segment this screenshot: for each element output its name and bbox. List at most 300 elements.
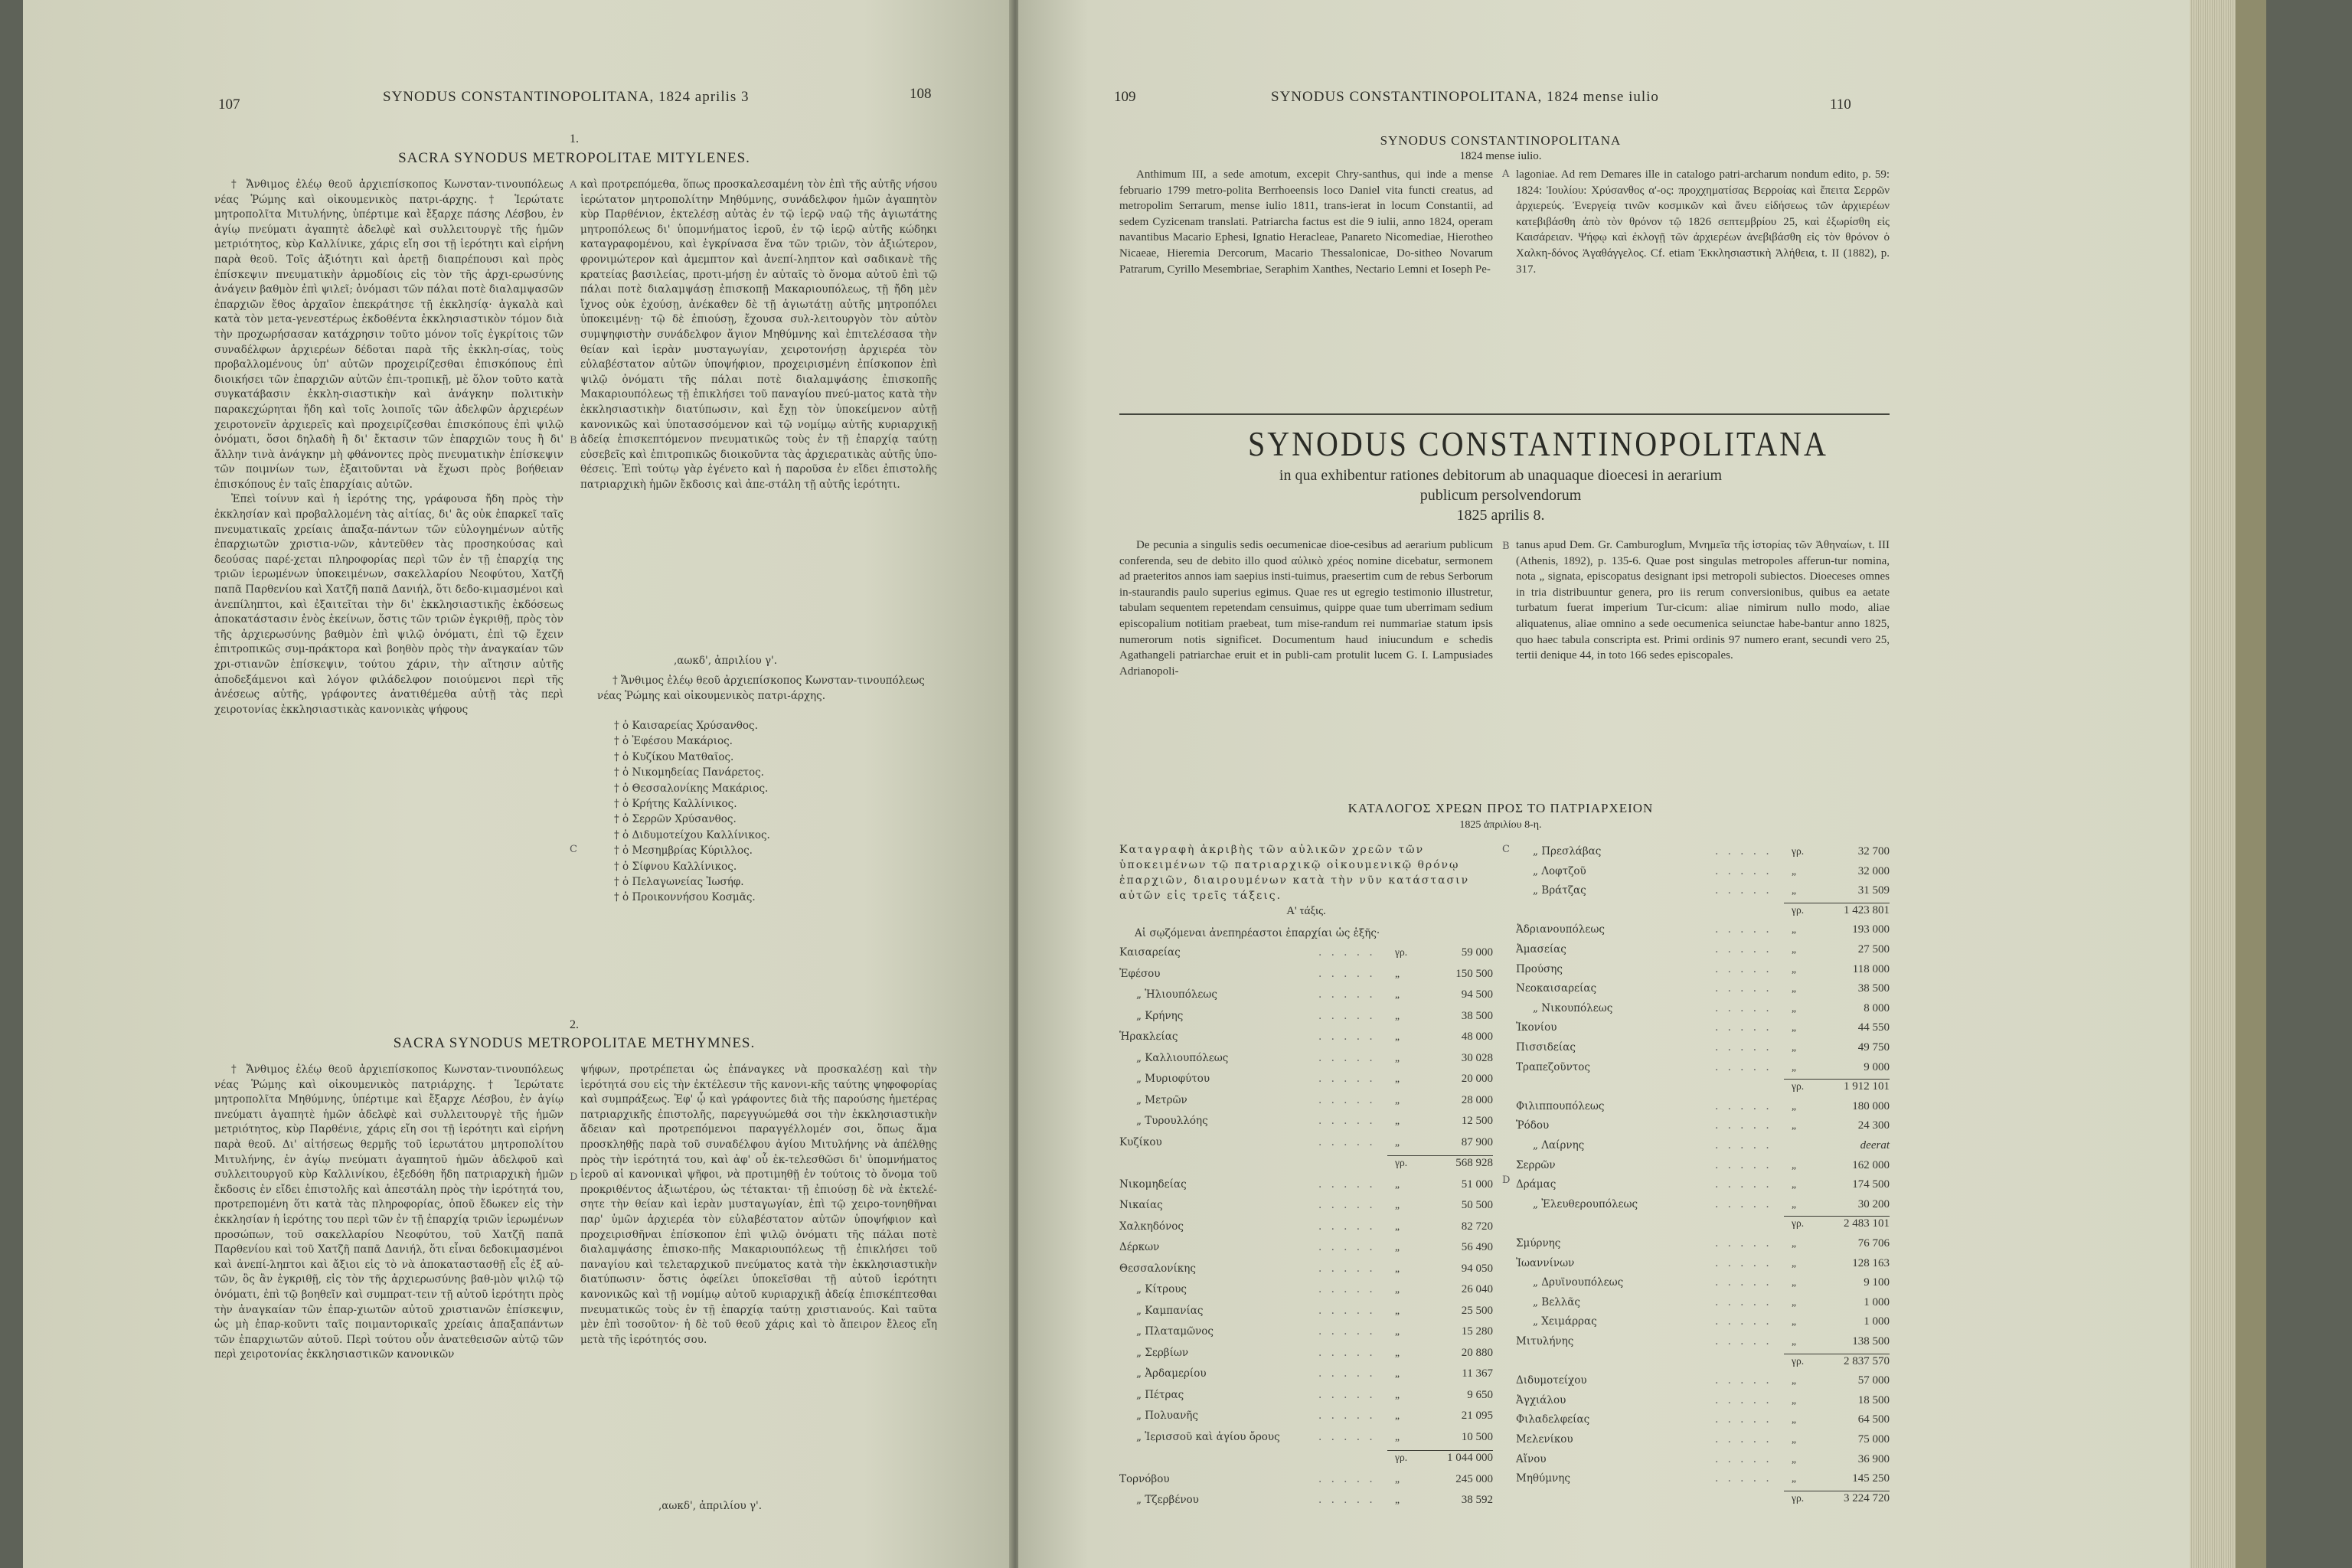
currency-unit: „ <box>1395 967 1400 979</box>
class-a-heading: Α' τάξις. <box>1286 905 1326 917</box>
diocese-name: „ Ἀρδαμερίου <box>1136 1367 1207 1380</box>
leader-dots: . . . . . <box>1715 1237 1772 1250</box>
currency-unit: „ <box>1395 1135 1400 1148</box>
diocese-name: Μιτυλήνης <box>1516 1335 1574 1348</box>
subtotal-rule <box>1784 1079 1890 1080</box>
currency-unit: „ <box>1792 1197 1796 1210</box>
debt-amount: 11 367 <box>1462 1367 1493 1380</box>
intro-col-b-text: lagoniae. Ad rem Demares ille in catalogo patri-archarum nondum edito, p. 59: 1824: Ἰουλίου: Χρύσανθος α'-ος: προχχηματίσας Βερροίας καὶ ἔπειτα Σερρῶν ἀρχιερεύς. Ἐνεργείᾳ τινῶν κοσμικῶν καὶ ἄνευ εἰδήσεως τῶν ἀρχιερέων κατεβιβάσθη ἀπὸ τὸν θρόνον τῷ 1826 σεπτεμβρίου 25, καὶ ἐξωρίσθη εἰς Καισάρειαν. Ψήφῳ καὶ ἐκλογῇ τῶν ἀρχιερέων ἀνεβιβάσθη εἰς τὸν θρόνον ὁ Χαλκη-δόνος Ἀγαθάγγελος. Cf. etiam Ἐκκλησιαστικὴ Ἀλήθεια, t. II (1882), p. 317. <box>1516 168 1890 276</box>
leader-dots: . . . . . <box>1715 1041 1772 1054</box>
debt-amount: 1 000 <box>1864 1315 1890 1328</box>
main-date: 1825 aprilis 8. <box>1456 507 1545 524</box>
signer: † ὁ Διδυμοτείχου Καλλίνικος. <box>614 828 770 841</box>
currency-unit: „ <box>1395 1199 1400 1210</box>
leader-dots: . . . . . <box>1318 988 1376 1001</box>
currency-unit: „ <box>1395 1325 1400 1337</box>
catalog-date: 1825 ἀπριλίου 8-η. <box>1459 819 1542 831</box>
debt-amount: 59 000 <box>1461 946 1493 959</box>
currency-unit: „ <box>1395 1093 1400 1106</box>
section1-col-a-text: † Ἄνθιμος ἐλέῳ θεοῦ ἀρχιεπίσκοπος Κωνσταν-τινουπόλεως νέας Ῥώμης καὶ οἰκουμενικὸς πατρι-άρχης. † Ἱερώτατε μητροπολῖτα Μιτυλήνης, ὑπέρτιμε καὶ ἔξαρχε πάσης Λέσβου, ἐν ἁγίῳ πνεύματι ἀγαπητὲ ἀδελφὲ καὶ συλλειτουργὲ τῆς ἡμῶν μετριότητος, κὺρ Καλλίνικε, χάρις εἴη σοι τῇ ἱερότητι καὶ εἰρήνη παρὰ θεοῦ. Τοῖς ἀξιότητι καὶ ἀρετῇ διαπρέπουσι καὶ πρὸς ἐπίσκεψιν πνευματικὴν ἁρμοδίοις εἰς τὸν τῆς ἀρχι-ερωσύνης ἀνάγειν βαθμὸν ἐπὶ ψιλεῖ; ὀνόμασι τῶν πάλαι ποτὲ διαλαμψασῶν ἐπαρχιῶν ἔθος ἀρχαῖον ἐπεκράτησε τῇ ἐκκλησίᾳ· ἀγκαλὰ καὶ κατὰ τὸν μετα-γενεστέρως ἐκδοθέντα ἐκκλησιαστικὸν τόμον διὰ τὴν προχωρήσασαν κατάχρησιν τοῦτο μόνον τοῖς ἐγκρίτοις τῶν συναδέλφων ἀρχιερέων δέδοται παρὰ τῆς ἐκκλη-σίας, τοὺς προβαλλομένους ὑπ' αὐτῶν προχειρίζεσθαι ἐπισκόπους ἐπὶ διοικήσει τῶν ἐπαρχιῶν αὐτῶν ἐπι-τροπικῇ, μὲ ὅλον τοῦτο κατὰ συγκατάβασιν ἐκκλη-σιαστικὴν καὶ ἀνάγκην πολιτικὴν παρακεχώρηται ἤδη καὶ τοῖς λοιποῖς τῶν ἀδελφῶν ἀρχιερέων χειροτονεῖν ἀρχιερεῖς καὶ προχειρίζεσθαι ἐπισκόπους ἐπὶ ψιλῷ ὀνόματι, ὅσοι δηλαδὴ ἢ δι' ἔκτασιν τῶν ἐπαρχιῶν τους ἢ δι' ἄλλην τινὰ ἀνάγκην μὴ φθάνοντες πρὸς πνευματικὴν ἐπίσκεψιν τῶν ποιμνίων των, ἐξαιτοῦνται νὰ ἔχωσι πρὸς βοήθειαν ἐπισκόπους ἐν ταῖς ἐπαρχίαις αὐτῶν. <box>214 178 564 491</box>
signer: † ὁ Καισαρείας Χρύσανθος. <box>614 720 758 732</box>
leader-dots: . . . . . <box>1715 1452 1772 1465</box>
leader-dots: . . . . . <box>1318 1430 1376 1443</box>
subtotal-rule <box>1784 1216 1890 1217</box>
debt-amount: 28 000 <box>1461 1093 1493 1106</box>
margin-marker-b: B <box>570 435 577 446</box>
diocese-name: Διδυμοτείχου <box>1516 1374 1587 1387</box>
open-book <box>23 0 2190 1568</box>
diocese-name: „ Τζερβένου <box>1136 1494 1199 1506</box>
running-head-left: SYNODUS CONSTANTINOPOLITANA, 1824 aprilis 3 <box>383 89 750 105</box>
diocese-name: Σμύρνης <box>1516 1237 1561 1250</box>
signer: † ὁ Σερρῶν Χρύσανθος. <box>614 813 737 826</box>
debt-amount: 30 200 <box>1857 1197 1890 1210</box>
left-page <box>23 0 1012 1568</box>
margin-marker-b: B <box>1502 541 1510 552</box>
section2-column-b <box>580 1063 937 1491</box>
leader-dots: . . . . . <box>1318 1262 1376 1275</box>
diocese-name: „ Ἱερισσοῦ καὶ ἁγίου ὄρους <box>1136 1430 1280 1443</box>
currency-unit: „ <box>1792 1472 1796 1485</box>
diocese-name: „ Πολυανῆς <box>1136 1410 1198 1422</box>
debt-amount: 75 000 <box>1857 1433 1890 1446</box>
debt-amount: 44 550 <box>1857 1021 1890 1034</box>
signer: † ὁ Θεσσαλονίκης Μακάριος. <box>614 782 769 795</box>
leader-dots: . . . . . <box>1715 1158 1772 1171</box>
currency-unit: „ <box>1395 1430 1400 1442</box>
diocese-name: Νικομηδείας <box>1119 1178 1187 1191</box>
section1-column-a <box>214 178 564 716</box>
currency-unit: „ <box>1792 1021 1796 1034</box>
diocese-name: Δράμας <box>1516 1178 1557 1191</box>
currency-unit: γρ. <box>1792 1217 1805 1230</box>
leader-dots: . . . . . <box>1715 943 1772 956</box>
leader-dots: . . . . . <box>1715 1119 1772 1132</box>
leader-dots: . . . . . <box>1318 1304 1376 1317</box>
diocese-name: Μελενίκου <box>1516 1433 1573 1446</box>
book-cover-edge <box>2236 0 2266 1568</box>
currency-unit: „ <box>1792 1374 1796 1387</box>
debt-amount: 118 000 <box>1852 962 1890 975</box>
debt-amount: 8 000 <box>1864 1001 1890 1014</box>
diocese-name: „ Μυριοφύτου <box>1136 1073 1210 1085</box>
currency-unit: „ <box>1792 1315 1796 1328</box>
debt-amount: 38 592 <box>1461 1494 1493 1506</box>
leader-dots: . . . . . <box>1715 962 1772 975</box>
diocese-name: Ῥόδου <box>1516 1119 1550 1132</box>
diocese-name: Ἀμασείας <box>1516 943 1566 956</box>
currency-unit: „ <box>1792 1393 1796 1406</box>
currency-unit: „ <box>1395 1241 1400 1253</box>
signer: † ὁ Μεσημβρίας Κύριλλος. <box>614 844 753 858</box>
body-col-a-text: De pecunia a singulis sedis oecumenicae dioe-cesibus ad aerarium publicum conferenda, seu de debito illo quod αὐλικὸ χρέος nomine dicebatur, sermonem ad praeteritos annos iam saepius insti-tuimus, praesertim cum de rebus Serborum in-staurandis paulo superius egimus. Quae res ut egregio testimonio illustretur, tabulam sequentem repetendam censuimus, quippe quae tum uberrimam sedium episcopalium notitiam praebeat, tum mise-randum rei nummariae statum ipsis numerorum notis significet. Documentum haud iniucundum e schedis Agathangeli patriarchae eruit et in publi-cam protulit lucem G. I. Lampusiades Adrianopoli- <box>1119 539 1493 678</box>
diocese-name: Ἀγχιάλου <box>1516 1393 1566 1406</box>
diocese-name: „ Βελλᾶς <box>1533 1295 1580 1308</box>
currency-unit: „ <box>1395 1178 1400 1190</box>
debt-amount: 76 706 <box>1857 1237 1890 1250</box>
leader-dots: . . . . . <box>1318 967 1376 980</box>
currency-unit: „ <box>1395 1073 1400 1084</box>
margin-marker-d: D <box>1502 1174 1511 1186</box>
currency-unit: „ <box>1792 1295 1796 1308</box>
diocese-name: Σερρῶν <box>1516 1158 1556 1171</box>
debt-amount: 10 500 <box>1461 1430 1493 1443</box>
currency-unit: „ <box>1395 1051 1400 1063</box>
leader-dots: . . . . . <box>1318 1410 1376 1422</box>
diocese-name: Καισαρείας <box>1119 946 1181 959</box>
margin-marker-a: A <box>570 179 577 191</box>
section1-col-b-text: καὶ προτρεπόμεθα, ὅπως προσκαλεσαμένη τὸν ἐπὶ τῆς αὐτῆς νήσου ἱερώτατον μητροπολίτην Μηθύμνης, συνάδελφον ἡμῶν ἀγαπητὸν κὺρ Παρθένιον, ἐκτελέσῃ αὐτὰς ἐν τῷ ἱερῷ ναῷ τῆς ἁγιωτάτης μητροπόλεως δι' ὑπομνήματος ἱεροῦ, ἐν τῷ ἱερῷ αὐτῆς κώδηκι καταγραφομένου, καὶ ἐγκρίνασα ἕνα τῶν τριῶν, τὸν ἀξιώτερον, φρονιμώτερον καὶ ἀμεμπτον καὶ ἀνεπί-ληπτον καὶ σαδικανὲ τῆς κρατείας βασιλείας, προτι-μήσῃ ἐν αὐταῖς τὸ ὄνομα αὐτοῦ ἐπὶ τῷ πάλαι ποτὲ διαλαμψάσῃ ἐπισκοπῇ Μακαριουπόλεως, τῇ ἤδη μὲν ἴχνος οὐκ ἐχούσῃ, ἀνέκαθεν δὲ τῇ ἁγιωτάτῃ αὐτῆς μητροπόλει ὑποκειμένῃ· τῷ δὲ ἐπιούσῃ, ἔχουσα συλ-λειτουργὸν τὸν αὐτὸν συμψηφιστὴν συνάδελφον ἅγιον Μηθύμνης καὶ ἐπιτελέσασα τὴν θείαν καὶ ἱερὰν μυσταγωγίαν, χειροτονήσῃ ἀρχιερέα τὸν εὐλαβέστατον αὐτῶν ὑποψήφιον, προχειρισμένη ἐπίσκοπον ἐπὶ ψιλῷ ὀνόματι τῆς πάλαι ποτὲ διαλαμψάσης ἐπισκοπῆς Μακαριουπόλεως τῇ ἐπικλήσει τοῦ παναγίου πνεύ-ματος κατὰ τὴν ἐκκλησιαστικὴν διατύπωσιν, καὶ ἔχῃ τὸν ὑποκείμενον αὐτῇ κανονικῶς καὶ ὑποτασσόμενον καὶ τῷ νομίμῳ αὐτῆς κυριαρχικῇ ἀδείᾳ ἐπισκεπτόμενον πνευματικῶς τοὺς ἐν τῇ ἐπαρχίᾳ ταύτῃ εὐσεβεῖς καὶ ἐπιτροπικῶς διοικοῦντα τὰς ἀρχιερατικὰς αὐτῆς ὑπο-θέσεις. Ἐπὶ τούτῳ γὰρ ἐγένετο καὶ ἡ παροῦσα ἐν εἴδει ἐπιστολῆς πατριαρχικὴ ἡμῶν ἔκδοσις καὶ ἀπε-στάλη τῇ αὐτῆς ἱερότητι. <box>580 178 937 491</box>
intro-col-a-text: Anthimum III, a sede amotum, excepit Chry-santhus, qui inde a mense februario 1799 metro-polita Berrhoeensis loco Daniel vita functi creatus, ad metropolim Serrarum, mense iulio 1811, trans-ierat in locum Constantii, ad sedem Cyzicenam translati. Patriarcha factus est die 9 iulii, anno 1824, operam navantibus Macario Ephesi, Ignatio Heracleae, Panareto Nicomediae, Hierotheo Nicaeae, Hieremia Dercorum, Macario Thessalonicae, Do-sitheo Novarum Patrarum, Cyrillo Mesembriae, Seraphim Xanthes, Nectario Lemni et Ioseph Pe- <box>1119 168 1493 276</box>
debt-amount: 18 500 <box>1857 1393 1890 1406</box>
diocese-name: Νεοκαισαρείας <box>1516 982 1597 995</box>
diocese-name: „ Δρυϊνουπόλεως <box>1533 1276 1624 1289</box>
currency-unit: „ <box>1792 1452 1796 1465</box>
page-number-110: 110 <box>1830 96 1851 113</box>
currency-unit: „ <box>1792 1060 1796 1073</box>
section2-number: 2. <box>570 1018 579 1031</box>
currency-unit: „ <box>1792 1413 1796 1426</box>
section-divider <box>1119 413 1890 415</box>
debt-amount: 87 900 <box>1461 1135 1493 1148</box>
diocese-name: Φιλαδελφείας <box>1516 1413 1590 1426</box>
top-subheading: 1824 mense iulio. <box>1459 150 1542 162</box>
signer: † ὁ Σίφνου Καλλίνικος. <box>614 860 737 873</box>
currency-unit: „ <box>1395 988 1400 1000</box>
leader-dots: . . . . . <box>1715 1060 1772 1073</box>
currency-unit: „ <box>1395 1472 1400 1485</box>
leader-dots: . . . . . <box>1318 1178 1376 1191</box>
diocese-name: „ Καμπανίας <box>1136 1304 1204 1317</box>
currency-unit: „ <box>1395 1346 1400 1358</box>
signer: † ὁ Πελαγωνείας Ἰωσήφ. <box>614 876 744 889</box>
catalog-intro: Καταγραφὴ ἀκριβὴς τῶν αὐλικῶν χρεῶν τῶν ὑποκειμένων τῷ πατριαρχικῷ οἰκουμενικῷ θρόνῳ ἐπαρχιῶν, διαιρουμένων κατὰ τὴν νῦν κατάστασιν αὐτῶν εἰς τρεῖς τάξεις. <box>1119 844 1470 902</box>
leader-dots: . . . . . <box>1715 864 1772 877</box>
debt-amount: 150 500 <box>1455 967 1493 980</box>
debt-amount: 128 163 <box>1852 1256 1890 1269</box>
class-a-description: Αἱ σῳζόμεναι ἀνεπηρέαστοι ἐπαρχίαι ὡς ἑξῆς· <box>1135 927 1380 939</box>
leader-dots: . . . . . <box>1318 1325 1376 1338</box>
diocese-name: Κυζίκου <box>1119 1135 1162 1148</box>
margin-marker-c: C <box>570 844 577 855</box>
leader-dots: . . . . . <box>1715 845 1772 858</box>
page-number-108: 108 <box>910 86 932 102</box>
diocese-name: Ἰωαννίνων <box>1516 1256 1575 1269</box>
diocese-name: Δέρκων <box>1119 1241 1160 1253</box>
currency-unit: γρ. <box>1792 845 1805 857</box>
debt-amount: 15 280 <box>1461 1325 1493 1338</box>
currency-unit: „ <box>1792 943 1796 955</box>
leader-dots: . . . . . <box>1318 1241 1376 1253</box>
currency-unit: „ <box>1792 1178 1796 1191</box>
diocese-name: „ Λοφτζοῦ <box>1533 864 1586 877</box>
leader-dots: . . . . . <box>1318 1199 1376 1211</box>
leader-dots: . . . . . <box>1318 1220 1376 1233</box>
currency-unit: „ <box>1395 1009 1400 1021</box>
diocese-name: Χαλκηδόνος <box>1119 1220 1184 1233</box>
debt-amount: 9 650 <box>1467 1388 1493 1401</box>
body-col-b-text: tanus apud Dem. Gr. Camburoglum, Μνημεῖα τῆς ἱστορίας τῶν Ἀθηναίων, t. III (Athenis, 1892), p. 135-6. Quae post singulas metropoles afferun-tur nomina, nota „ signata, episcopatus designant ipsi metropoli subiectos. Dioeceses omnes in tria distribuuntur genera, pro iis rerum conversionibus, quibus ea aetate turbatum fuerat imperium Tur-cicum: aliae nimirum nullo modo, aliae aliquatenus, aliae omnino a sede oecumenica seiunctae habe-bantur anno 1825, quo haec tabula conscripta est. Primi ordinis 97 numero erant, secundi vero 25, tertii denique 44, in toto 166 sedes episcopales. <box>1516 539 1890 662</box>
debt-amount: 36 900 <box>1857 1452 1890 1465</box>
leader-dots: . . . . . <box>1715 1021 1772 1034</box>
debt-amount: 145 250 <box>1852 1472 1890 1485</box>
diocese-name: „ Μετρῶν <box>1136 1093 1187 1106</box>
debt-amount: 48 000 <box>1461 1031 1493 1043</box>
debt-amount: 162 000 <box>1852 1158 1890 1171</box>
currency-unit: „ <box>1395 1115 1400 1126</box>
section2-col-a-text: † Ἄνθιμος ἐλέῳ θεοῦ ἀρχιεπίσκοπος Κωνσταν-τινουπόλεως νέας Ῥώμης καὶ οἰκουμενικὸς πατριάρχης. † Ἱερώτατε μητροπολῖτα Μηθύμνης, ὑπέρτιμε καὶ ἔξαρχε Λέσβου, ἐν ἁγίῳ πνεύματι ἀγαπητὲ ἡμῶν ἀδελφὲ καὶ συλλειτουργὲ τῆς ἡμῶν μετριότητος, κὺρ Παρθένιε, χάρις εἴη σοι τῇ ἱερότητι καὶ εἰρήνη παρὰ θεοῦ. Δι' αἰτήσεως θερμῆς τοῦ ἱερωτάτου μητροπολίτου Μιτυλήνης, ἐν ἁγίῳ πνεύματι ἀγαπητοῦ ἡμῶν ἀδελφοῦ καὶ συλλειτουργοῦ κὺρ Καλλινίκου, ἐξεδόθη ἤδη πατριαρχικὴ ἡμῶν ἔκδοσις ἐν εἴδει ἐπιστολῆς καὶ ἀπεστάλη πρὸς τὴν ἱερότητά του, προτρεπομένη ὅτι κατὰ τὰς πληροφορίας, ὁποῦ ἔδωκεν εἰς τὴν ἐκκλησίαν ἡ ἱερότης του περὶ τῶν ἐν τῇ ἐπαρχίᾳ τριῶν ἱερωμένων προσώπων, τοῦ σακελλαρίου Νεοφύτου, τοῦ Χατζῆ παπᾶ Παρθενίου καὶ τοῦ Χατζῆ παπᾶ Δανιήλ, ὅτι εἶναι δεδοκιμασμένοι καὶ ἀνεπί-ληπτοι καὶ ἄξιοι εἰς τὸ νὰ ἀποκαταστασθῇ εἷς ἐξ αὐ-τῶν, ὃς ἂν ἐγκριθῇ, εἰς τὸν τῆς ἀρχιερωσύνης βαθ-μὸν ψιλῷ τῷ ὀνόματι, ἐπὶ τῷ βοηθεῖν καὶ συμπρατ-τειν τῇ αὐτοῦ ἱερότητι πρὸς τὴν ἀναγκαίαν τῶν ἐπαρ-χιωτῶν αὐτοῦ χριστιανῶν ἐπίσκεψιν, ὡς μὴ ἐπαρ-κοῦντι ταῖς ποιμαντορικαῖς χρείαις ἁπαξαπάντων τῶν ἐπαρχιωτῶν αὐτοῦ. Περὶ τούτου οὖν ἀνατεθεισῶν αὐτῷ τῶν περὶ χειροτονίας ἐκκλησιαστικῶν κανονικῶν <box>214 1063 564 1361</box>
diocese-name: „ Κρήνης <box>1136 1009 1184 1022</box>
intro-column-b <box>1516 167 1890 404</box>
debt-amount: 245 000 <box>1455 1472 1493 1485</box>
debt-amount: 24 300 <box>1857 1119 1890 1132</box>
debt-amount: 1 044 000 <box>1447 1452 1493 1464</box>
leader-dots: . . . . . <box>1318 1093 1376 1106</box>
leader-dots: . . . . . <box>1318 1494 1376 1506</box>
leader-dots: . . . . . <box>1318 1472 1376 1485</box>
debt-amount: 32 700 <box>1857 845 1890 858</box>
debt-amount: 9 100 <box>1864 1276 1890 1289</box>
subtotal-rule <box>1387 1155 1493 1156</box>
currency-unit: „ <box>1395 1367 1400 1379</box>
margin-marker-a: A <box>1502 168 1510 180</box>
main-title: SYNODUS CONSTANTINOPOLITANA <box>1248 423 1828 464</box>
currency-unit: „ <box>1395 1410 1400 1421</box>
currency-unit: „ <box>1395 1304 1400 1316</box>
diocese-name: „ Σερβίων <box>1136 1346 1189 1359</box>
debt-amount: 50 500 <box>1461 1199 1493 1211</box>
debt-amount: 20 000 <box>1461 1073 1493 1085</box>
subtotal-rule <box>1387 1450 1493 1451</box>
currency-unit: „ <box>1792 1099 1796 1112</box>
section1-column-b <box>580 178 937 652</box>
currency-unit: γρ. <box>1792 1080 1805 1093</box>
currency-unit: „ <box>1792 1001 1796 1014</box>
section2-column-a <box>214 1063 564 1522</box>
leader-dots: . . . . . <box>1318 1283 1376 1295</box>
debt-amount: 56 490 <box>1461 1241 1493 1253</box>
section1-title: SACRA SYNODUS METROPOLITAE MITYLENES. <box>398 150 750 166</box>
currency-unit: „ <box>1792 1158 1796 1171</box>
diocese-name: „ Τυρουλλόης <box>1136 1115 1208 1127</box>
debt-amount: 1 423 801 <box>1844 903 1890 916</box>
debt-amount: 138 500 <box>1852 1335 1890 1348</box>
section1-signature-intro: † Ἄνθιμος ἐλέῳ θεοῦ ἀρχιεπίσκοπος Κωνσταν-τινουπόλεως νέας Ῥώμης καὶ οἰκουμενικὸς πατρι-άρχης. <box>597 675 925 702</box>
currency-unit: „ <box>1395 1031 1400 1042</box>
currency-unit: „ <box>1792 1119 1796 1132</box>
main-subtitle-2: publicum persolvendorum <box>1419 487 1582 504</box>
signer: † ὁ Προικοννήσου Κοσμᾶς. <box>614 891 756 904</box>
diocese-name: Μηθύμνης <box>1516 1472 1570 1485</box>
debt-amount: 38 500 <box>1857 982 1890 995</box>
currency-unit: „ <box>1792 1276 1796 1289</box>
diocese-name: Νικαίας <box>1119 1199 1163 1211</box>
debt-amount: 94 050 <box>1461 1262 1493 1275</box>
leader-dots: . . . . . <box>1318 1135 1376 1148</box>
leader-dots: . . . . . <box>1715 1099 1772 1112</box>
debt-amount: 180 000 <box>1852 1099 1890 1112</box>
diocese-name: „ Καλλιουπόλεως <box>1136 1051 1229 1064</box>
currency-unit: γρ. <box>1395 1452 1408 1463</box>
diocese-name: „ Ἡλιουπόλεως <box>1136 988 1217 1001</box>
diocese-name: „ Βράτζας <box>1533 884 1586 897</box>
debts-table-left <box>1119 946 1493 1536</box>
diocese-name: Ἰκονίου <box>1516 1021 1557 1034</box>
section2-title: SACRA SYNODUS METROPOLITAE METHYMNES. <box>393 1035 756 1051</box>
debt-amount: 12 500 <box>1461 1115 1493 1127</box>
debt-amount: 30 028 <box>1461 1051 1493 1064</box>
leader-dots: . . . . . <box>1318 1031 1376 1043</box>
debt-amount: 3 224 720 <box>1844 1491 1890 1504</box>
page-number-109: 109 <box>1114 89 1136 105</box>
leader-dots: . . . . . <box>1715 884 1772 897</box>
signer: † ὁ Νικομηδείας Πανάρετος. <box>614 766 764 779</box>
leader-dots: . . . . . <box>1318 1009 1376 1022</box>
right-page <box>1018 0 2190 1568</box>
diocese-name: Τορνόβου <box>1119 1472 1170 1485</box>
diocese-name: „ Πέτρας <box>1136 1388 1184 1401</box>
diocese-name: „ Νικουπόλεως <box>1533 1001 1613 1014</box>
leader-dots: . . . . . <box>1715 1139 1772 1152</box>
leader-dots: . . . . . <box>1318 1051 1376 1064</box>
debt-amount: 64 500 <box>1857 1413 1890 1426</box>
diocese-name: Ἐφέσου <box>1119 967 1161 980</box>
leader-dots: . . . . . <box>1318 1388 1376 1401</box>
currency-unit: „ <box>1792 923 1796 936</box>
section2-date: ,αωκδ', ἀπριλίου γ'. <box>658 1500 763 1512</box>
running-head-right: SYNODUS CONSTANTINOPOLITANA, 1824 mense iulio <box>1271 89 1659 105</box>
diocese-name: „ Πρεσλάβας <box>1533 845 1602 858</box>
currency-unit: „ <box>1792 1237 1796 1249</box>
page-number-107: 107 <box>218 96 240 113</box>
debt-amount: 51 000 <box>1461 1178 1493 1191</box>
body-column-a <box>1119 537 1493 776</box>
debt-amount: 32 000 <box>1857 864 1890 877</box>
debt-amount: 38 500 <box>1461 1009 1493 1022</box>
currency-unit: „ <box>1395 1262 1400 1274</box>
leader-dots: . . . . . <box>1715 1276 1772 1289</box>
debt-amount: 82 720 <box>1461 1220 1493 1233</box>
debt-amount: 1 912 101 <box>1844 1080 1890 1093</box>
diocese-name: „ Χειμάρρας <box>1533 1315 1597 1328</box>
currency-unit: γρ. <box>1395 946 1408 958</box>
currency-unit: „ <box>1395 1220 1400 1232</box>
signers-list <box>614 718 770 906</box>
leader-dots: . . . . . <box>1318 1346 1376 1359</box>
currency-unit: „ <box>1792 884 1796 897</box>
main-subtitle-1: in qua exhibentur rationes debitorum ab unaquaque dioecesi in aerarium <box>1279 467 1723 484</box>
leader-dots: . . . . . <box>1715 1256 1772 1269</box>
diocese-name: Ἀδριανουπόλεως <box>1516 923 1605 936</box>
debt-amount: 49 750 <box>1857 1041 1890 1054</box>
leader-dots: . . . . . <box>1715 1315 1772 1328</box>
catalog-title: ΚΑΤΑΛΟΓΟΣ ΧΡΕΩΝ ΠΡΟΣ ΤΟ ΠΑΤΡΙΑΡΧΕΙΟΝ <box>1348 801 1654 815</box>
top-heading: SYNODUS CONSTANTINOPOLITANA <box>1380 133 1622 148</box>
currency-unit: „ <box>1792 962 1796 975</box>
currency-unit: „ <box>1792 1433 1796 1445</box>
section1-date: ,αωκδ', ἀπριλίου γ'. <box>674 655 778 667</box>
section1-number: 1. <box>570 132 579 145</box>
leader-dots: . . . . . <box>1715 1393 1772 1406</box>
diocese-name: Προύσης <box>1516 962 1563 975</box>
debt-amount: 174 500 <box>1852 1178 1890 1191</box>
currency-unit: γρ. <box>1792 1354 1805 1367</box>
debt-amount: 193 000 <box>1852 923 1890 936</box>
currency-unit: γρ. <box>1395 1157 1408 1168</box>
debt-amount: 25 500 <box>1461 1304 1493 1317</box>
signer: † ὁ Κρήτης Καλλίνικος. <box>614 798 737 811</box>
diocese-name: Πισσιδείας <box>1516 1041 1576 1054</box>
debt-amount: 26 040 <box>1461 1283 1493 1295</box>
leader-dots: . . . . . <box>1318 1367 1376 1380</box>
debts-table-right <box>1516 845 1890 1534</box>
leader-dots: . . . . . <box>1715 982 1772 995</box>
leader-dots: . . . . . <box>1318 946 1376 959</box>
currency-unit: „ <box>1792 864 1796 877</box>
currency-unit: „ <box>1395 1388 1400 1400</box>
section2-col-b-text: ψήφων, προτρέπεται ὡς ἐπάναγκες νὰ προσκαλέσῃ καὶ τὴν ἱερότητά σου εἰς τὴν ἐκτέλεσιν τῆς κανονι-κῆς ταύτης ψηφοφορίας καὶ συμπράξεως. Ἐφ' ᾧ καὶ γράφοντες διὰ τῆς παρούσης ἡμετέρας πατριαρχικῆς ἐπιστολῆς, παρεγγυώμεθά σοι τὴν ἐκκλησιαστικὴν ἄδειαν καὶ προτρεπόμενοι παραγγέλλομέν σοι, ὅπως ἅμα προσκληθῇς παρὰ τοῦ συναδέλφου ἁγίου Μιτυλήνης νὰ ἀπέλθῃς πρὸς τὴν ἱερότητά του, καὶ ἀφ' οὗ ἐκ-τελεσθῶσι δι' ὑπομνήματος ἱεροῦ αἱ κανονικαὶ ψῆφοι, νὰ προτιμηθῇ ἐν τούτοις τὸ ὄνομα τοῦ προκριθέντος ἀξιωτέρου, ὡς τέτακται· τῇ ἐπιούσῃ δὲ νὰ ἐκτελέ-σητε τὴν θείαν καὶ ἱερὰν μυσταγωγίαν, ἐπὶ τῷ χειρο-τονηθῆναι παρ' ὑμῶν ἀρχιερέα τὸν εὐλαβέστατον αὐτῶν ὑποψήφιον καὶ προχειρισθῆναι ἐπίσκοπον ἐπὶ ψιλῷ ὀνόματι τῆς πάλαι ποτὲ διαλαμψάσης ἐπισκο-πῆς Μακαριουπόλεως τῇ ἐπικλήσει τοῦ παναγίου καὶ τελεταρχικοῦ πνεύματος κατὰ τὴν ἐκκλησιαστικὴν διατύπωσιν· ὅστις ὀφείλει ὑποκεῖσθαι τῇ αὐτοῦ ἱερότητι κανονικῶς καὶ τῇ νομίμῳ αὐτοῦ κυριαρχικῇ ἀδείᾳ ἐπισκέπτεσθαι πνευματικῶς τοὺς ἐν τῇ ἐπαρχίᾳ ταύτῃ χριστιανούς. Καὶ ταῦτα μὲν ἐπὶ τοσοῦτον· ἡ δὲ τοῦ θεοῦ χάρις καὶ τὸ ἄπειρον ἔλεος εἴη μετὰ τῆς ἱερότητός σου. <box>580 1063 937 1346</box>
leader-dots: . . . . . <box>1715 1178 1772 1191</box>
intro-column-a <box>1119 167 1493 404</box>
currency-unit: γρ. <box>1792 903 1805 916</box>
currency-unit: „ <box>1792 982 1796 995</box>
currency-unit: „ <box>1792 1335 1796 1347</box>
leader-dots: . . . . . <box>1715 1335 1772 1348</box>
leader-dots: . . . . . <box>1715 1197 1772 1210</box>
diocese-name: „ Ἐλευθερουπόλεως <box>1533 1197 1638 1210</box>
diocese-name: „ Κίτρους <box>1136 1283 1187 1295</box>
leader-dots: . . . . . <box>1318 1073 1376 1085</box>
currency-unit: „ <box>1395 1494 1400 1505</box>
diocese-name: „ Πλαταμῶνος <box>1136 1325 1214 1338</box>
margin-marker-c: C <box>1502 844 1510 855</box>
currency-unit: „ <box>1395 1283 1400 1295</box>
body-column-b <box>1516 537 1890 776</box>
diocese-name: „ Λαίρνης <box>1533 1139 1585 1152</box>
debt-amount: 94 500 <box>1461 988 1493 1001</box>
leader-dots: . . . . . <box>1318 1115 1376 1127</box>
leader-dots: . . . . . <box>1715 1374 1772 1387</box>
debt-amount: 21 095 <box>1461 1410 1493 1422</box>
currency-unit: „ <box>1792 1256 1796 1269</box>
debt-amount: 9 000 <box>1864 1060 1890 1073</box>
diocese-name: Αἴνου <box>1516 1452 1547 1465</box>
leader-dots: . . . . . <box>1715 1472 1772 1485</box>
debt-amount: 568 928 <box>1455 1157 1493 1169</box>
debt-amount: 20 880 <box>1461 1346 1493 1359</box>
diocese-name: Τραπεζοῦντος <box>1516 1060 1590 1073</box>
leader-dots: . . . . . <box>1715 1433 1772 1446</box>
leader-dots: . . . . . <box>1715 1001 1772 1014</box>
debt-amount: 57 000 <box>1857 1374 1890 1387</box>
leader-dots: . . . . . <box>1715 1413 1772 1426</box>
debt-amount: 27 500 <box>1857 943 1890 956</box>
debt-amount: 2 483 101 <box>1844 1217 1890 1230</box>
debt-amount: 1 000 <box>1864 1295 1890 1308</box>
debt-amount: 2 837 570 <box>1844 1354 1890 1367</box>
diocese-name: Ἡρακλείας <box>1119 1031 1178 1043</box>
margin-marker-d: D <box>570 1171 578 1183</box>
diocese-name: Θεσσαλονίκης <box>1119 1262 1196 1275</box>
currency-unit: „ <box>1792 1041 1796 1053</box>
leader-dots: . . . . . <box>1715 923 1772 936</box>
section1-col-a-text2: Ἐπεὶ τοίνυν καὶ ἡ ἱερότης της, γράφουσα ἤδη πρὸς τὴν ἐκκλησίαν καὶ προβαλλομένη τὰς αἰτίας, δι' ἃς οὐκ ἐπαρκεῖ ταῖς πνευματικαῖς χρείαις ἁπαξα-πάντων τῶν εὐλογημένων αὐτῆς ἐπαρχιωτῶν χριστια-νῶν, κἀντεῦθεν τὰς προσηκούσας καὶ δεούσας παρέ-χεται πληροφορίας περὶ τῶν ἐν τῇ ἐπαρχίᾳ της τριῶν ἱερωμένων ὑποκειμένων, σακελλαρίου Νεοφύτου, Χατζῆ παπᾶ Παρθενίου καὶ Χατζῆ παπᾶ Δανιήλ, ὅτι δεδο-κιμασμένοι καὶ ἀνεπίληπτοι, καὶ ἐξαιτεῖται τὴν δι' ἐκκλησιαστικῆς ἐκδόσεως ἀποκατάστασιν ἑνὸς ἐκείνων, ὅστις τῶν τριῶν ἐγκριθῇ, πρὸς τὸν τῆς ἀρχιερωσύνης βαθμὸν ἐπὶ ψιλῷ ὀνόματι, ἐπὶ τῷ ἔχειν ἐπιτροπικῶς συμ-πράκτορα καὶ βοηθὸν πρὸς τὴν ἀναγκαίαν τῶν χρι-στιανῶν ἐπίσκεψιν, τούτου χάριν, τὴν αἴτησιν αὐτῆς ἀποδεξάμενοι καὶ λόγον φιλάδελφον ποιούμενοι περὶ τῆς ἀνέσεως αὐτῆς, γράφοντες ἀνατιθέμεθα αὐτῇ τὰς περὶ χειροτονίας ἐκκλησιαστικὰς κανονικὰς ψήφους <box>214 493 564 716</box>
debt-amount: 31 509 <box>1857 884 1890 897</box>
diocese-name: Φιλιππουπόλεως <box>1516 1099 1605 1112</box>
signer: † ὁ Κυζίκου Ματθαῖος. <box>614 750 734 763</box>
leader-dots: . . . . . <box>1715 1295 1772 1308</box>
debt-amount: deerat <box>1860 1139 1890 1152</box>
